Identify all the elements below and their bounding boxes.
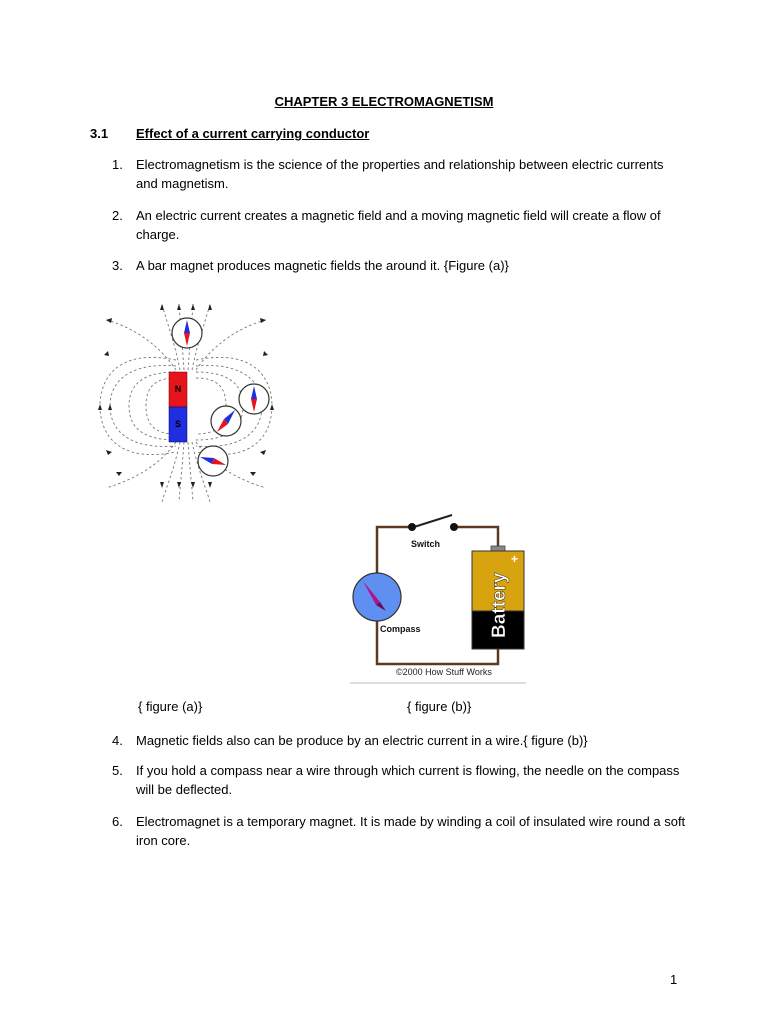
section-heading [90,126,369,141]
list-item [112,206,687,244]
figure-a-caption: { figure (a)} [138,699,203,714]
compass-icon [172,318,202,348]
figure-b-caption: { figure (b)} [407,699,472,714]
switch-lever [414,515,452,527]
list-item [112,812,687,850]
list-item [112,731,687,750]
list-item [112,761,687,799]
list-item-number: 1. [112,157,123,172]
list-item-text: If you hold a compass near a wire through which current is flowing, the needle on the compass will be deflected. [136,763,680,797]
list-item-text: A bar magnet produces magnetic fields the around it. {Figure (a)} [136,258,509,273]
section-title: Effect of a current carrying conductor [136,126,370,141]
list-item-text: Electromagnetism is the science of the properties and relationship between electric currents and magnetism. [136,157,664,191]
page-number: 1 [670,972,678,987]
list-item-number: 6. [112,814,123,829]
switch-label: Switch [411,539,441,549]
compass-icon [353,573,401,621]
list-item-number: 2. [112,208,123,223]
list-item-number: 3. [112,258,123,273]
figure-a-bar-magnet [96,300,276,505]
list-item-number: 5. [112,763,123,778]
battery-plus-sign: + [511,552,519,566]
section-number: 3.1 [90,126,109,141]
list-item [112,155,687,193]
magnet-south-label: S [174,419,182,429]
compass-icon [239,384,269,414]
list-item-number: 4. [112,733,123,748]
list-item-text: Electromagnet is a temporary magnet. It is made by winding a coil of insulated wire round a soft iron core. [136,814,686,848]
compass-label: Compass [380,624,421,634]
list-item [112,256,687,275]
compass-icon [211,406,241,436]
compass-icon [198,446,228,476]
figure-credit: ©2000 How Stuff Works [396,667,492,677]
figure-b-circuit [350,507,530,685]
chapter-title: CHAPTER 3 ELECTROMAGNETISM [274,94,494,109]
battery-label: Battery [489,572,510,638]
magnet-north-label: N [174,384,182,394]
list-item-text: Magnetic fields also can be produce by an electric current in a wire.{ figure (b)} [136,733,588,748]
list-item-text: An electric current creates a magnetic field and a moving magnetic field will create a flow of charge. [136,208,661,242]
